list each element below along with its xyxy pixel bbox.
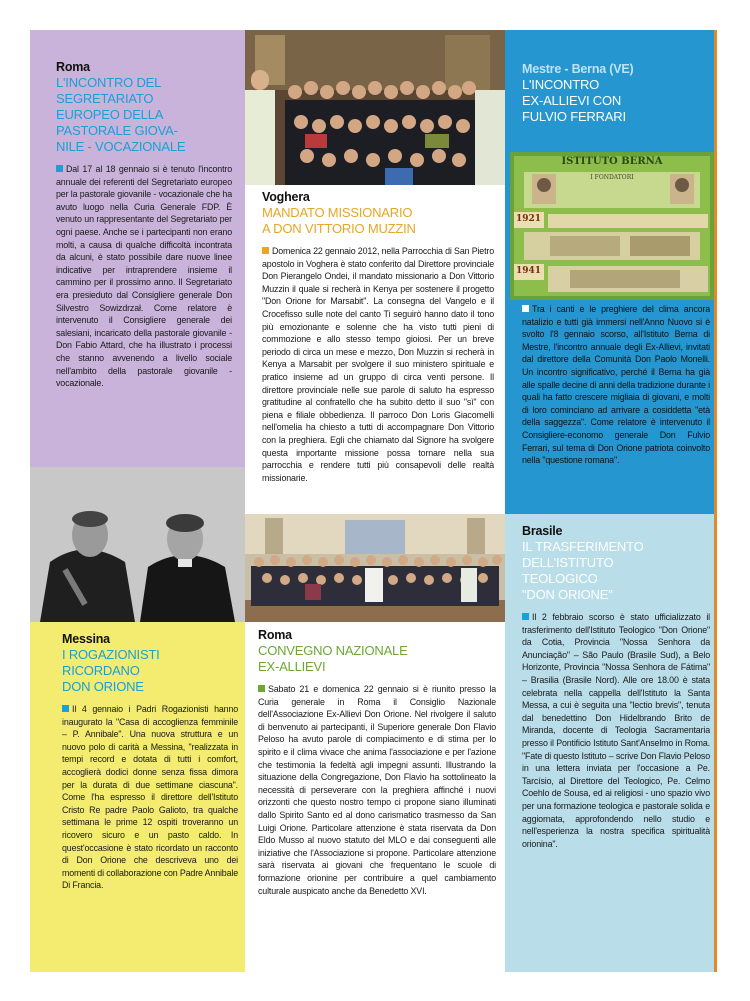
square-bullet-icon bbox=[262, 247, 269, 254]
square-bullet-icon bbox=[522, 305, 529, 312]
article-voghera bbox=[262, 190, 494, 510]
article-title: IL TRASFERIMENTO DELL'ISTITUTO TEOLOGICO "DON ORIONE" bbox=[522, 539, 644, 602]
article-place: Brasile bbox=[522, 524, 563, 538]
square-bullet-icon bbox=[56, 165, 63, 172]
article-place: Messina bbox=[62, 632, 110, 646]
square-bullet-icon bbox=[62, 705, 69, 712]
photo-rogazionisti-portrait bbox=[30, 467, 245, 622]
article-place: Voghera bbox=[262, 190, 310, 204]
article-roma-segretariato bbox=[56, 60, 232, 460]
square-bullet-icon bbox=[522, 613, 529, 620]
article-body: Sabato 21 e domenica 22 gennaio si è riunito presso la Curia generale in Roma il Consiglio Nazionale dell'Associazione Ex-Allievi Don Orione. Nel rivolgere il saluto di benvenuto ai partecipanti, il Superiore generale Don Flavio Peloso ha avuto parole di compiacimento e di stima per lo spirito e il clima vivace che anima l'associazione e per l'azione che testimonia la fedeltà agli impegni assunti. Illustrando la situazione della Congregazione, Don Flavio ha sottolineato la necessità di perseverare con la preghiera affinché i nuovi orizzonti che questo nostro tempo ci propone siano illuminati dallo Spirito Santo ed al dono carismatico trasmesso da San Luigi Orione. Particolare attenzione è stata riservata da Don Eldo Musso al nuovo statuto del MLO e dai conseguenti alle iniziative che l'Associazione si propone. Particolare attenzione sarà riservata ai giovani che frequentano le scuole di formazione orionine per contribuire a quel cambiamento culturale auspicato anche da Benedetto XVI. bbox=[258, 684, 496, 896]
photo-convegno-ex-allievi bbox=[245, 514, 505, 622]
article-body: Il 4 gennaio i Padri Rogazionisti hanno inaugurato la "Casa di accoglienza femminile – P. Annibale". Una nuova struttura e un nuovo polo di carità a Messina, "realizzata in tempi record e dotata di tutti i comfort, accoglierà dodici donne senza fissa dimora per la durata di due settimane ciascuna". Come l'ha espresso il direttore dell'Istituto Cristo Re padre Paolo Galioto, tra qualche settimana le prime 12 ospiti troveranno un ricovero sicuro e un pasto caldo. In quest'occasione è stato ricordato un racconto di Don Orione che descriveva uno dei momenti di collaborazione con Padre Annibale Di Francia. bbox=[62, 704, 238, 891]
article-body: Il 2 febbraio scorso è stato ufficializzato il trasferimento dell'Istituto Teologico "Don Orione" da Cotia, Provincia "Nossa Senhora da Anunciação" – São Paulo (Brasile Sud), a Belo Horizonte, Provincia "Nossa Senhora de Fátima" – Brasilia (Brasile Nord). Alle ore 18.00 è stata celebrata nella cappella dell'Istituto la Santa Messa, a cui è seguita una "lectio brevis", tenuta dal benedettino Don Hidelbrando Brito de Miranda, docente di Teologia Sacramentaria presso il Pontificio Istituto Sant'Anselmo in Roma. "Fate di questo Istituto – scrive Don Flavio Peloso in una lettera inviata per l'occasione a Pe. Tarcísio, al Direttore del Teologico, Pe. Celmo Coehlo de Sousa, ed ai religiosi - uno spazio vivo per una formazione teologica e pastorale solida e aggiornata, approfondendo nello studio e nell'esperienza la nostra specifica spiritualità orionina". bbox=[522, 612, 710, 849]
article-mestre-header bbox=[522, 62, 712, 152]
article-body: Tra i canti e le preghiere del clima ancora natalizio e tutti già immersi nell'Anno Nuovo si è svolto l'8 gennaio scorso, all'Istituto Berna di Mestre, l'incontro annuale degli Ex-Allievi, invitati dal direttore della Comunità Don Paolo Monelli. Un incontro significativo, perché il Berna ha già alle spalle decine di anni della tradizione durante i quali ha fatto crescere migliaia di giovani, e molti di loro cominciano ad arrivare a cosiddetta "età della saggezza". Come relatore è intervenuto il Consigliere-economo generale Don Fulvio Ferrari, sul tema di Don Orione patriota coinvolto nella "questione romana". bbox=[522, 304, 710, 466]
article-brasile bbox=[522, 524, 710, 969]
article-place: Mestre - Berna (VE) bbox=[522, 62, 634, 76]
photo-year-1: 1921 bbox=[516, 214, 542, 224]
photo-voghera-group bbox=[245, 30, 505, 185]
article-title: I ROGAZIONISTI RICORDANO DON ORIONE bbox=[62, 647, 160, 694]
article-place: Roma bbox=[56, 60, 90, 74]
photo-banner-text: ISTITUTO BERNA bbox=[561, 156, 663, 167]
article-title: CONVEGNO NAZIONALE EX-ALLIEVI bbox=[258, 643, 408, 674]
photo-subtitle-text: I FONDATORI bbox=[590, 174, 634, 181]
right-edge-strip bbox=[714, 30, 717, 972]
article-messina bbox=[62, 632, 238, 967]
article-title: L'INCONTRO DEL SEGRETARIATO EUROPEO DELLA PASTORALE GIOVA- NILE - VOCAZIONALE bbox=[56, 75, 186, 154]
photo-istituto-berna bbox=[510, 152, 714, 300]
article-body: Dal 17 al 18 gennaio si è tenuto l'incontro annuale dei referenti del Segretariato europeo per la pastorale giovanile - vocazionale che ha avuto luogo nella Curia Generale FDP. È venuto un rappresentante del Segretariato per ogni paese. Anche se i partecipanti non erano molti, a causa di qualche difficoltà incontrata da alcuni, è stato possibile dare nuove linee indicative per intraprendere insieme il cammino per il prossimo anno. Il Segretariato era presieduto dal Consigliere generale Don Silvestro Sowizdrzał. Come relatore è intervenuto il Consigliere generale dei salesiani, incaricato della pastorale giovanile - Don Fabio Attard, che ha illustrato i processi che stanno avvenendo a livello sociale nell'ambito della pastorale giovanile - vocazionale. bbox=[56, 164, 232, 389]
article-title: L'INCONTRO EX-ALLIEVI CON FULVIO FERRARI bbox=[522, 77, 626, 124]
article-place: Roma bbox=[258, 628, 292, 642]
article-roma-convegno bbox=[258, 628, 496, 968]
article-mestre-body bbox=[522, 303, 710, 511]
square-bullet-icon bbox=[258, 685, 265, 692]
article-body: Domenica 22 gennaio 2012, nella Parrocchia di San Pietro apostolo in Voghera è stato conferito dal Direttore provinciale Don Pierangelo Ondei, il mandato missionario a Don Vittorio Muzzin il quale si recherà in Kenya per sostenere il progetto "Don Orione for Marsabit". La consegna del Vangelo e il Crocefisso sulle note del canto Ti seguirò hanno dato il tono più emozionante e solenne che ha visto tutti pieni di commozione e allo stesso tempo gioiosi. Per un breve periodo di circa un mese e mezzo, Don Muzzin si recherà in Kenya a Marsabit per svolgere il suo ministero spirituale e pratico insieme ad un gruppo di circa venti persone. Il direttore provinciale nelle sue parole di saluto ha espresso gratitudine al confratello che ha subito detto il suo "sì" con piena e filiale obbedienza. Il parroco Don Loris Giacomelli nell'omelia ha chiesto a tutti di accompagnare Don Vittorio con la preghiera. Egli che chiamato dal Signore ha svolgere questa importante missione possa tornare nella sua parrocchia e rendere tutti più consapevoli delle realtà missionarie. bbox=[262, 246, 494, 483]
article-title: MANDATO MISSIONARIO A DON VITTORIO MUZZIN bbox=[262, 205, 416, 236]
photo-year-2: 1941 bbox=[516, 266, 542, 276]
